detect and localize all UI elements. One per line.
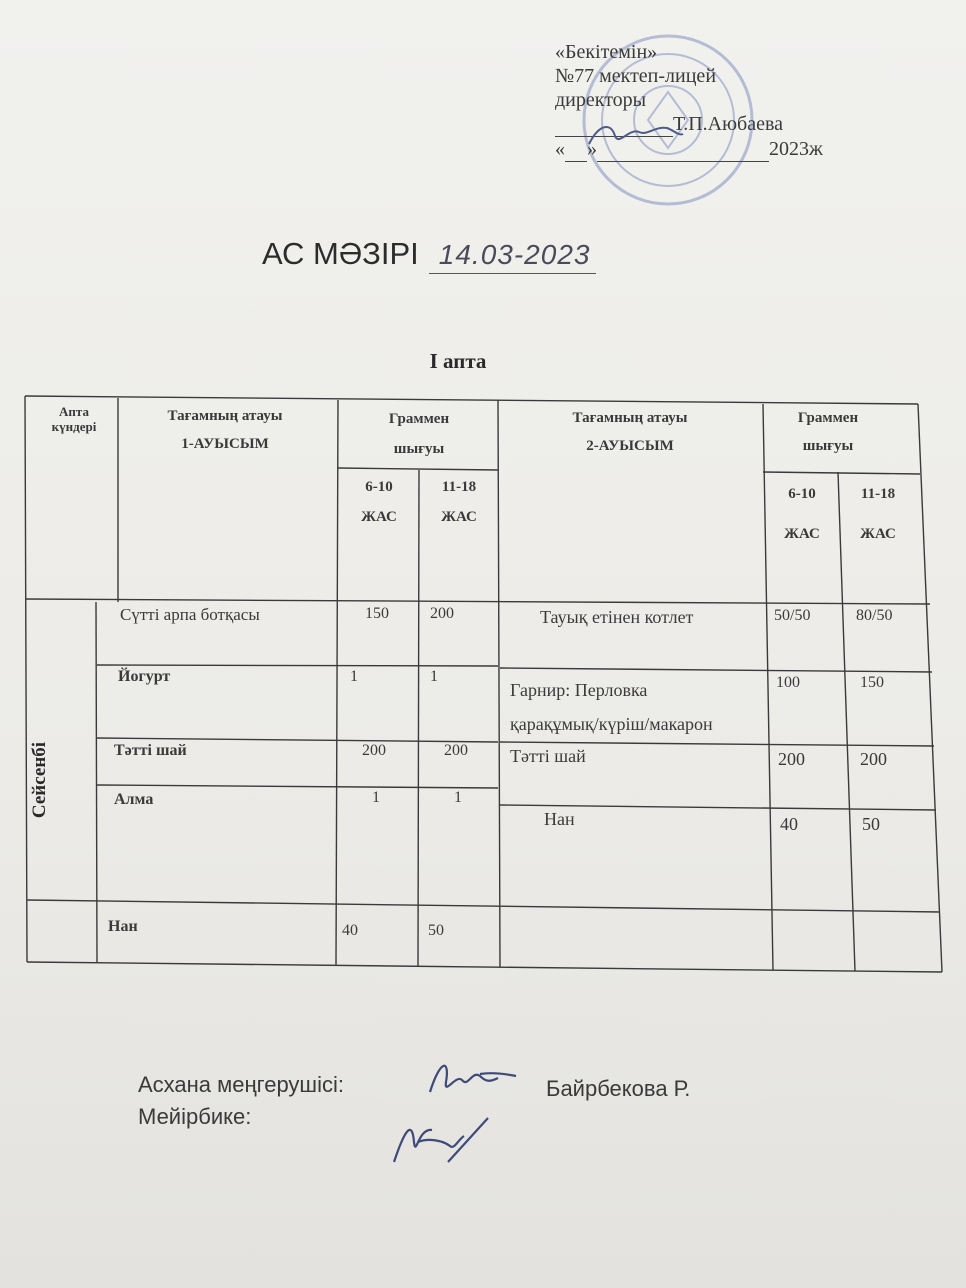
shift2-gram-b: 50: [862, 814, 880, 834]
shift2-gram-a: 100: [776, 674, 800, 691]
col-header-gram-shift2: Граммен шығуы: [797, 410, 859, 454]
approval-date-line: « » 2023ж: [555, 138, 823, 160]
age-11-18-shift1: 11-18 ЖАС: [441, 479, 477, 525]
shift2-dish: Гарнир: Перловка қарақұмық/күріш/макарон: [510, 680, 713, 734]
nurse-signature: [388, 1112, 498, 1170]
shift2-dish: Тәтті шай: [510, 746, 586, 766]
approval-heading: «Бекітемін»: [555, 41, 658, 63]
col-header-days: Апта күндері: [51, 404, 97, 434]
shift2-gram-b: 150: [860, 674, 884, 691]
shift2-gram-a: 50/50: [774, 607, 811, 624]
col-header-dish-shift2: Тағамның атауы 2-АУЫСЫМ: [572, 410, 688, 454]
director-label: директоры: [555, 89, 647, 111]
approval-year: 2023ж: [769, 138, 823, 160]
shift1-gram-a: 1: [350, 668, 358, 685]
menu-date: 14.03-2023: [429, 239, 597, 274]
shift1-gram-a: 150: [365, 605, 389, 622]
shift2-gram-b: 80/50: [856, 607, 893, 624]
shift2-gram-a: 200: [778, 749, 805, 769]
shift1-gram-a: 40: [342, 922, 358, 939]
shift1-dish: Сүтті арпа ботқасы: [120, 605, 260, 624]
shift2-dish: Нан: [544, 809, 575, 829]
age-6-10-shift1: 6-10 ЖАС: [361, 479, 397, 525]
shift1-gram-b: 1: [454, 789, 462, 806]
shift2-gram-a: 40: [780, 814, 798, 834]
shift1-dish: Нан: [108, 918, 138, 935]
shift1-dish: Тәтті шай: [114, 742, 187, 759]
shift1-gram-a: 200: [362, 742, 386, 759]
week-label: І апта: [429, 349, 487, 373]
nurse-label: Мейірбике:: [138, 1104, 252, 1129]
cook-label: Асхана меңгерушісі:: [138, 1072, 344, 1097]
cook-name: Байрбекова Р.: [546, 1076, 691, 1101]
shift2-gram-b: 200: [860, 749, 887, 769]
shift1-dish: Алма: [114, 791, 154, 808]
page-title: АС МӘЗІРІ 14.03-2023: [262, 236, 596, 274]
shift1-gram-b: 200: [430, 605, 454, 622]
shift1-gram-b: 200: [444, 742, 468, 759]
shift1-gram-b: 50: [428, 922, 444, 939]
shift2-dish: Тауық етінен котлет: [540, 607, 694, 627]
school-name: №77 мектеп-лицей: [555, 65, 717, 87]
cook-signature: [420, 1052, 520, 1112]
col-header-dish-shift1: Тағамның атауы 1-АУЫСЫМ: [167, 408, 283, 452]
shift1-dish: Йогурт: [118, 668, 171, 685]
weekday-label: Сейсенбі: [29, 741, 50, 819]
director-name: Т.П.Аюбаева: [673, 113, 784, 135]
shift1-gram-a: 1: [372, 789, 380, 806]
age-6-10-shift2: 6-10 ЖАС: [784, 486, 820, 542]
age-11-18-shift2: 11-18 ЖАС: [860, 486, 896, 542]
col-header-gram-shift1: Граммен шығуы: [388, 411, 450, 457]
shift1-gram-b: 1: [430, 668, 438, 685]
